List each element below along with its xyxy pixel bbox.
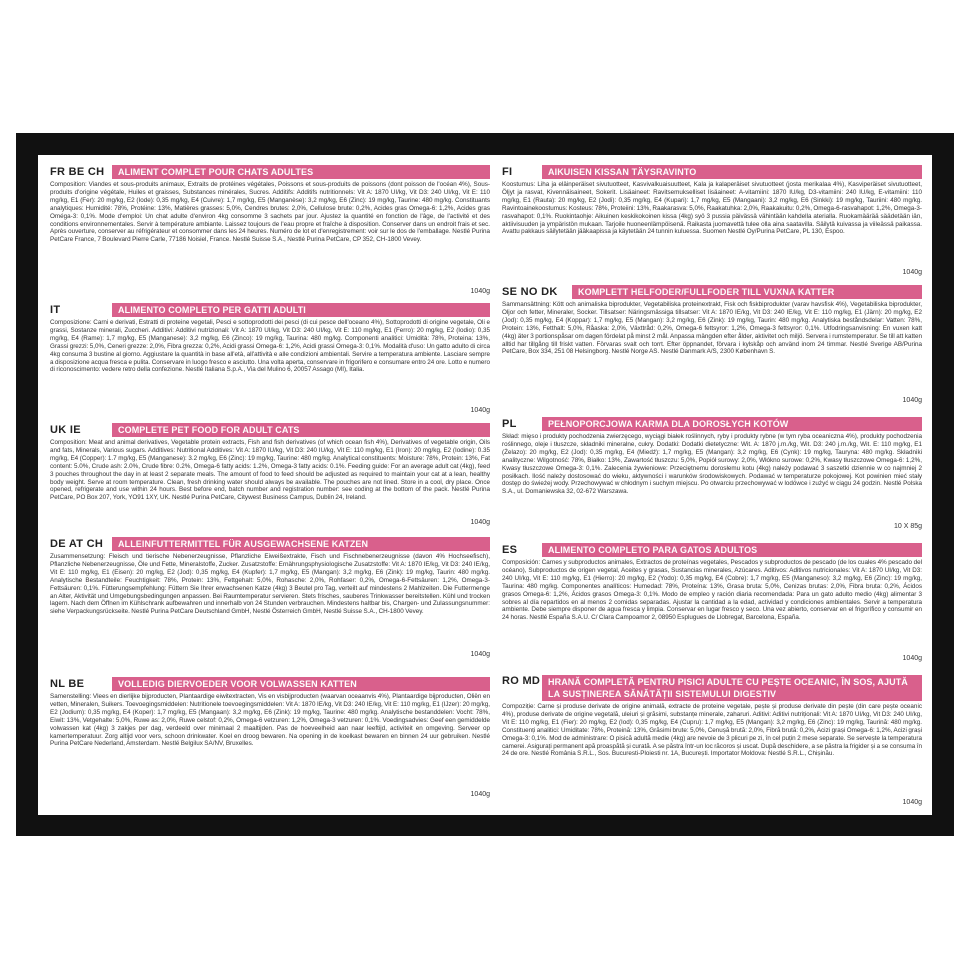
country-code: IT: [50, 304, 61, 316]
label-panel: [38, 155, 932, 815]
section-de-at-ch: [50, 537, 490, 665]
net-weight: 1040g: [467, 407, 490, 414]
section-title: ALLEINFUTTERMITTEL FÜR AUSGEWACHSENE KATZEN: [112, 537, 490, 551]
section-text: Skład: mięso i produkty pochodzenia zwierzęcego, wyciągi białek roślinnych, ryby i produkty rybne (w tym ryba oceaniczna 4%), produkty pochodzenia roślinnego, oleje i tłuszcze, składniki mineralne, cukry. Dodatki: Dodatki dietetyczne: Wit. A: 1870 j.m./kg, Wit. D3: 240 j.m./kg, Wit. E: 110 mg/kg, E1 (Żelazo): 20 mg/kg, E2 (Jod): 0,35 mg/kg, E4 (Miedź): 1,7 mg/kg, E5 (Mangan): 3,2 mg/kg, E6 (Cynk): 19 mg/kg, Tauryna: 480 mg/kg. Składniki analityczne: Wilgotność: 78%, Białko: 13%, Zawartość tłuszczu: 5,0%, Popiół surowy: 2,0%, Włókno surowe: 0,2%, Kwasy tłuszczowe Omega-6: 1,2%, Kwasy tłuszczowe Omega-3: 0,1%. Zalecenia żywieniowe: Przeciętnemu dorosłemu kotu (4kg) należy podawać 3 saszetki dziennie w co najmniej 2 posiłkach. Ilość należy dostosować do wieku, aktywności i warunków środowiskowych. Podawać w temperaturze pokojowej. Kot powinien mieć stały dostęp do świeżej wody. Przechowywać w chłodnym i suchym miejscu. Po otwarciu przechowywać w lodówce i zużyć w ciągu 24 godzin. Nestlé Polska S.A., ul. Domaniewska 32, 02-672 Warszawa.: [502, 433, 922, 496]
country-code: ES: [502, 544, 518, 556]
section-title: ALIMENT COMPLET POUR CHATS ADULTES: [112, 165, 490, 179]
net-weight: 1040g: [467, 651, 490, 658]
section-title: PEŁNOPORCJOWA KARMA DLA DOROSŁYCH KOTÓW: [542, 417, 922, 431]
section-nl-be: [50, 677, 490, 797]
country-code: PL: [502, 418, 517, 430]
label-frame: [16, 133, 954, 836]
section-title: AIKUISEN KISSAN TÄYSRAVINTO: [542, 165, 922, 179]
section-pl: [502, 417, 922, 537]
section-title: HRANĂ COMPLETĂ PENTRU PISICI ADULTE CU PEȘTE OCEANIC, ÎN SOS, AJUTĂ LA SUSȚINEREA SĂNĂTĂȚII SISTEMULUI DIGESTIV: [542, 675, 922, 701]
section-text: Koostumus: Liha ja eläinperäiset sivutuotteet, Kasvivalkuaisuutteet, Kala ja kalaperäiset sivutuotteet (josta merikalaa 4%), Kasviperäiset sivutuotteet, Öljyt ja rasvat, Kivennäisaineet, Sokerit. Lisäaineet: Ravitsemukselliset lisäaineet: A-vitamiini: 1870 IU/kg, D3-vitamiini: 240 IU/kg, E-vitamiini: 110 mg/kg, E1 (Rauta): 20 mg/kg, E2 (Jodi): 0,35 mg/kg, E4 (Kupari): 1,7 mg/kg, E5 (Mangaani): 3,2 mg/kg, E6 (Sinkki): 19 mg/kg, Tauriini: 480 mg/kg. Ravintoainekoostumus: Kosteus: 78%, Proteiini: 13%, Raakarasva: 5,0%, Raakatuhka: 2,0%, Raakakuitu: 0,2%, Omega-6-rasvahapot: 1,2%, Omega-3-rasvahapot: 0,1%. Ruokintaohje: Aikuinen keskikokoinen kissa (4kg) syö 3 pussia päivässä vähintään kahdella aterialla. Ruokamäärää säädetään iän, aktiivisuuden ja ympäristön mukaan. Tarjoile huoneenlämpöisenä. Raikasta juomavettä tulee olla aina saatavilla. Säilytä kuivassa ja viileässä paikassa. Avattu pakkaus säilytetään jääkaapissa ja käytetään 24 tunnin kuluessa. Suomen Nestlé Oy/Purina PetCare, PL 130, Espoo.: [502, 181, 922, 236]
country-code: FR BE CH: [50, 166, 105, 178]
country-code: FI: [502, 166, 513, 178]
section-text: Samenstelling: Vlees en dierlijke bijproducten, Plantaardige eiwitextracten, Vis en visbijproducten (waarvan oceaanvis 4%), Plantaardige bijproducten, Oliën en vetten, Mineralen, Suikers. Toevoegingsmiddelen: Nutritionele toevoegingsmiddelen: Vit A: 1870 IE/kg, Vit D3: 240 IE/kg, Vit E: 110 mg/kg, E1 (IJzer): 20 mg/kg, E2 (Jodium): 0,35 mg/kg, E4 (Koper): 1,7 mg/kg, E5 (Mangaan): 3,2 mg/kg, E6 (Zink): 19 mg/kg, Taurine: 480 mg/kg. Analytische bestanddelen: Vocht: 78%, Eiwit: 13%, Vetgehalte: 5,0%, Ruwe as: 2,0%, Ruwe celstof: 0,2%, Omega-6 vetzuren: 1,2%, Omega-3 vetzuren: 0,1%. Voedingsadvies: Geef een gemiddelde volwassen kat (4kg) 3 zakjes per dag, verdeeld over minimaal 2 maaltijden. Pas de hoeveelheid aan naar leeftijd, activiteit en omgeving. Serveer op kamertemperatuur. Zorg altijd voor vers, schoon drinkwater. Koel en droog bewaren. Na opening in de koelkast bewaren en binnen 24 uur gebruiken. Nestlé Purina PetCare Nederland, Amsterdam. Nestlé Belgilux SA/NV, Bruxelles.: [50, 693, 490, 748]
net-weight: 1040g: [467, 519, 490, 526]
section-title: ALIMENTO COMPLETO PARA GATOS ADULTOS: [542, 543, 922, 557]
section-fr-be-ch: [50, 165, 490, 295]
section-text: Composition: Meat and animal derivatives, Vegetable protein extracts, Fish and fish derivatives (of which ocean fish 4%), Derivatives of vegetable origin, Oils and fats, Minerals, Various sugars. Additives: Nutritional Additives: Vit A: 1870 IU/kg, Vit D3: 240 IU/kg, Vit E: 110 mg/kg, E1 (Iron): 20 mg/kg, E2 (Iodine): 0.35 mg/kg, E4 (Copper): 1.7 mg/kg, E5 (Manganese): 3.2 mg/kg, E6 (Zinc): 19 mg/kg, Taurine: 480 mg/kg. Analytical constituents: Moisture: 78%, Protein: 13%, Fat content: 5.0%, Crude ash: 2.0%, Crude fibre: 0.2%, Omega-6 fatty acids: 1.2%, Omega-3 fatty acids: 0.1%. Feeding guide: For an average adult cat (4kg), feed 3 pouches throughout the day in at least 2 separate meals. The amount of food to feed should be adjusted as required to maintain your cat at a lean, healthy body weight. Serve at room temperature. Clean, fresh drinking water should always be available. The pouches are not lined. Store in a cool, dry place. Once opened, refrigerate and use within 24 hours. Best before end, batch number and registration number: see coding at the bottom of the pack. Nestlé Purina PetCare, PO Box 207, York, YO91 1XY, UK. Nestlé Purina PetCare, Citywest Business Campus, Dublin 24, Ireland.: [50, 439, 490, 502]
section-text: Compoziție: Carne și produse derivate de origine animală, extracte de proteine vegetale, pește și produse derivate din pește (din care pește oceanic 4%), produse derivate de origine vegetală, uleiuri și grăsimi, substanțe minerale, zaharuri. Aditivi: Aditivi nutriționali: Vit A: 1870 UI/kg, Vit D3: 240 UI/kg, Vit E: 110 mg/kg, E1 (Fier): 20 mg/kg, E2 (Iod): 0,35 mg/kg, E4 (Cupru): 1,7 mg/kg, E5 (Mangan): 3,2 mg/kg, E6 (Zinc): 19 mg/kg, Taurină: 480 mg/kg. Constituenți analitici: Umiditate: 78%, Proteină: 13%, Grăsimi brute: 5,0%, Cenușă brută: 2,0%, Fibră brută: 0,2%, Acizi grași Omega-6: 1,2%, Acizi grași Omega-3: 0,1%. Mod de administrare: O pisică adultă medie (4kg) are nevoie de 3 plicuri pe zi, în cel puțin 2 mese separate. Se servește la temperatura camerei. Asigurați permanent apă proaspătă și curată. A se păstra într-un loc răcoros și uscat. După deschidere, a se păstra la frigider și a se consuma în 24 de ore. Nestlé România S.R.L., Sos. Bucuresti-Ploiesti nr. 1A, București. Importator Moldova: Nestlé S.R.L., Chișinău.: [502, 703, 922, 758]
net-weight: 1040g: [467, 791, 490, 798]
net-weight: 1040g: [899, 397, 922, 404]
section-se-no-dk: [502, 285, 922, 405]
net-weight: 1040g: [467, 288, 490, 295]
net-weight: 10 X 85g: [890, 523, 922, 530]
section-title: ALIMENTO COMPLETO PER GATTI ADULTI: [112, 303, 490, 317]
section-text: Sammansättning: Kött och animaliska biprodukter, Vegetabiliska proteinextrakt, Fisk och fiskbiprodukter (varav havsfisk 4%), Vegetabiliska biprodukter, Oljor och fetter, Mineraler, Socker. Tillsatser: Näringsmässiga tillsatser: Vit A: 1870 IE/kg, Vit D3: 240 IE/kg, Vit E: 110 mg/kg, E1 (Järn): 20 mg/kg, E2 (Jod): 0,35 mg/kg, E4 (Koppar): 1,7 mg/kg, E5 (Mangan): 3,2 mg/kg, E6 (Zink): 19 mg/kg, Taurin: 480 mg/kg. Analytiska beståndsdelar: Vatten: 78%, Protein: 13%, Fetthalt: 5,0%, Råaska: 2,0%, Växttråd: 0,2%, Omega-6 fettsyror: 1,2%, Omega-3 fettsyror: 0,1%. Utfodringsanvisning: En vuxen katt (4kg) äter 3 portionspåsar om dagen fördelat på minst 2 mål. Anpassa mängden efter ålder, aktivitet och miljö. Servera i rumstemperatur. Se till att katten alltid har tillgång till friskt vatten. Förvaras svalt och torrt. Efter öppnandet, förvara i kylskåp och använd inom 24 timmar. Nestlé Sverige AB/Purina PetCare, Box 334, 251 08 Helsingborg. Nestlé Norge AS. Nestlé Danmark A/S, 2300 København S.: [502, 301, 922, 356]
section-text: Composizione: Carni e derivati, Estratti di proteine vegetali, Pesci e sottoprodotti dei pesci (di cui pesce dell'oceano 4%), Sottoprodotti di origine vegetale, Oli e grassi, Sostanze minerali, Zuccheri. Additivi: Additivi nutrizionali: Vit A: 1870 UI/kg, Vit D3: 240 UI/kg, Vit E: 110 mg/kg, E1 (Ferro): 20 mg/kg, E2 (Iodio): 0,35 mg/kg, E4 (Rame): 1,7 mg/kg, E5 (Manganese): 3,2 mg/kg, E6 (Zinco): 19 mg/kg, Taurina: 480 mg/kg. Componenti analitici: Umidità: 78%, Proteina: 13%, Grassi grezzi: 5,0%, Ceneri grezze: 2,0%, Fibra grezza: 0,2%, Acidi grassi Omega-6: 1,2%, Acidi grassi Omega-3: 0,1%. Modalità d'uso: Un gatto adulto di circa 4kg consuma 3 bustine al giorno. Aggiustare la quantità in base all'età, all'attività e alle condizioni ambientali. Servire a temperatura ambiente. Lasciare sempre a disposizione acqua fresca e pulita. Conservare in luogo fresco e asciutto. Una volta aperta, conservare in frigorifero e consumare entro 24 ore. Lotto e numero di riconoscimento: vedere retro della confezione. Nestlé Italiana S.p.A., Via del Mulino 6, 20057 Assago (MI), Italia.: [50, 319, 490, 374]
net-weight: 1040g: [899, 799, 922, 806]
country-code: UK IE: [50, 424, 81, 436]
country-code: SE NO DK: [502, 286, 558, 298]
country-code: DE AT CH: [50, 538, 104, 550]
section-text: Composición: Carnes y subproductos animales, Extractos de proteínas vegetales, Pescados y subproductos de pescado (de los cuales 4% pescado del océano), Subproductos de origen vegetal, Aceites y grasas, Sustancias minerales, Azúcares. Aditivos: Aditivos nutricionales: Vit A: 1870 UI/kg, Vit D3: 240 UI/kg, Vit E: 110 mg/kg, E1 (Hierro): 20 mg/kg, E2 (Yodo): 0,35 mg/kg, E4 (Cobre): 1,7 mg/kg, E5 (Manganeso): 3,2 mg/kg, E6 (Zinc): 19 mg/kg, Taurina: 480 mg/kg. Componentes analíticos: Humedad: 78%, Proteína: 13%, Grasa bruta: 5,0%, Cenizas brutas: 2,0%, Fibra bruta: 0,2%, Ácidos grasos Omega-6: 1,2%, Ácidos grasos Omega-3: 0,1%. Modo de empleo y ración diaria recomendada: Para un gato adulto medio (4kg) alimentar 3 sobres al día repartidos en al menos 2 comidas separadas. Ajustar la cantidad a la edad, actividad y condiciones ambientales. Servir a temperatura ambiente. Debe siempre disponer de agua fresca y limpia. Conservar en lugar fresco y seco. Una vez abierto, conservar en el frigorífico y consumir en 24 horas. Nestlé España S.A.U. C/ Clara Campoamor 2, 08950 Esplugues de Llobregat, Barcelona, España.: [502, 559, 922, 622]
country-code: NL BE: [50, 678, 85, 690]
section-title: VOLLEDIG DIERVOEDER VOOR VOLWASSEN KATTEN: [112, 677, 490, 691]
net-weight: 1040g: [899, 655, 922, 662]
section-fi: [502, 165, 922, 275]
section-it: [50, 303, 490, 413]
section-text: Composition: Viandes et sous-produits animaux, Extraits de protéines végétales, Poissons et sous-produits de poissons (dont poisson de l'océan 4%), Sous-produits d'origine végétale, Huiles et graisses, Substances minérales, Sucres. Additifs: Additifs nutritionnels: Vit A: 1870 UI/kg, Vit D3: 240 UI/kg, Vit E: 110 mg/kg, E1 (Fer): 20 mg/kg, E2 (Iode): 0,35 mg/kg, E4 (Cuivre): 1,7 mg/kg, E5 (Manganèse): 3,2 mg/kg, E6 (Zinc): 19 mg/kg, Taurine: 480 mg/kg. Constituants analytiques: Humidité: 78%, Protéine: 13%, Matières grasses: 5,0%, Cendres brutes: 2,0%, Cellulose brute: 0,2%, Acides gras Omega-6: 1,2%, Acides gras Oméga-3: 0,1%. Mode d'emploi: Un chat adulte d'environ 4kg consomme 3 sachets par jour. Ajustez la quantité en fonction de l'âge, de l'activité et des conditions environnementales. Servir à température ambiante. Laissez toujours de l'eau propre et fraîche à disposition. Conserver dans un endroit frais et sec. Après ouverture, conserver au réfrigérateur et consommer dans les 24 heures. Numéro de lot et d'enregistrement: voir sur le dos de l'emballage. Nestlé Purina PetCare France, 7 Boulevard Pierre Carle, 77186 Noisiel, France. Nestlé Suisse S.A., Nestlé Purina PetCare, CP 352, CH-1800 Vevey.: [50, 181, 490, 244]
section-ro-md: [502, 675, 922, 807]
country-code: RO MD: [502, 675, 541, 687]
section-title: COMPLETE PET FOOD FOR ADULT CATS: [112, 423, 490, 437]
section-es: [502, 543, 922, 663]
section-uk-ie: [50, 423, 490, 533]
net-weight: 1040g: [899, 269, 922, 276]
section-title: KOMPLETT HELFODER/FULLFODER TILL VUXNA KATTER: [572, 285, 922, 299]
section-text: Zusammensetzung: Fleisch und tierische Nebenerzeugnisse, Pflanzliche Eiweißextrakte, Fisch und Fischnebenerzeugnisse (davon 4% Hochseefisch), Pflanzliche Nebenerzeugnisse, Öle und Fette, Mineralstoffe, Zucker. Zusatzstoffe: Ernährungsphysiologische Zusatzstoffe: Vit A: 1870 IE/kg, Vit D3: 240 IE/kg, Vit E: 110 mg/kg, E1 (Eisen): 20 mg/kg, E2 (Jod): 0,35 mg/kg, E4 (Kupfer): 1,7 mg/kg, E5 (Mangan): 3,2 mg/kg, E6 (Zink): 19 mg/kg, Taurin: 480 mg/kg. Analytische Bestandteile: Feuchtigkeit: 78%, Protein: 13%, Fettgehalt: 5,0%, Rohasche: 2,0%, Rohfaser: 0,2%, Omega-6-Fettsäuren: 1,2%, Omega-3-Fettsäuren: 0,1%. Fütterungsempfehlung: Füttern Sie Ihrer erwachsenen Katze (4kg) 3 Beutel pro Tag, verteilt auf mindestens 2 Mahlzeiten. Die Futtermenge an Alter, Aktivität und Umgebungsbedingungen anpassen. Bei Raumtemperatur servieren. Stets frisches, sauberes Trinkwasser bereitstellen. Kühl und trocken lagern. Nach dem Öffnen im Kühlschrank aufbewahren und innerhalb von 24 Stunden verbrauchen. Mindestens haltbar bis, Chargen- und Zulassungsnummer: siehe Verpackungsrückseite. Nestlé Purina PetCare Deutschland GmbH, Nestlé Österreich GmbH, Nestlé Suisse S.A., CH-1800 Vevey.: [50, 553, 490, 616]
